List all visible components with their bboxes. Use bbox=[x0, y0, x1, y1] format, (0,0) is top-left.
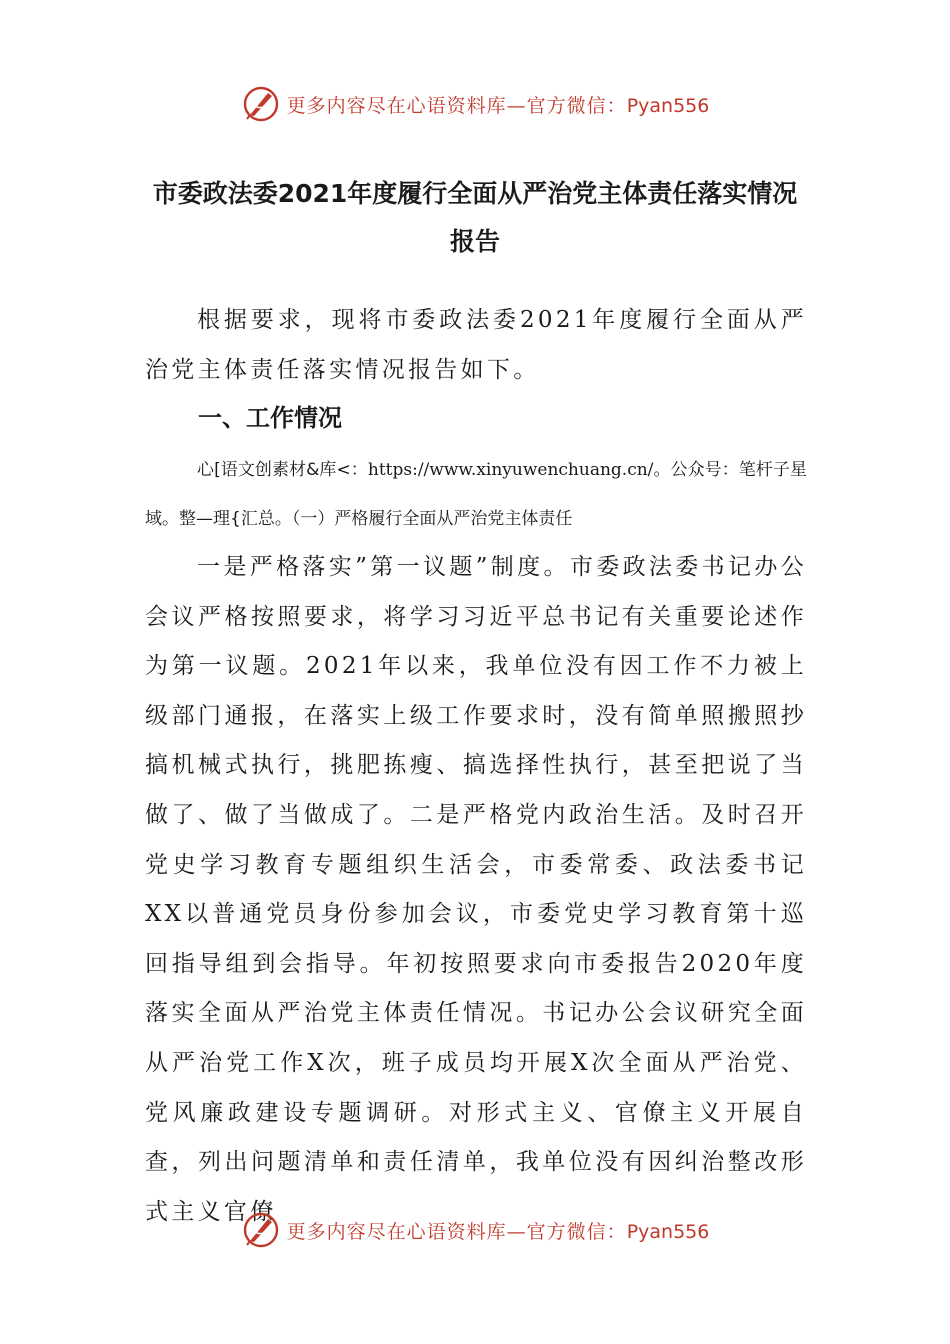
watermark-text: 更多内容尽在心语资料库—官方微信：Pyan556 bbox=[286, 1220, 710, 1243]
watermark-text: 更多内容尽在心语资料库—官方微信：Pyan556 bbox=[286, 94, 710, 117]
footer-watermark bbox=[0, 1208, 950, 1252]
source-note: 心[语文创素材&库<：https://www.xinyuwenchuang.cn/。公众号：笔杆子星域。整—理{汇总。（一）严格履行全面从严治党主体责任 bbox=[145, 460, 807, 529]
quill-pen-logo-icon bbox=[241, 84, 281, 124]
quill-pen-logo-icon bbox=[241, 1210, 281, 1250]
document-title: 市委政法委2021年度履行全面从严治党主体责任落实情况报告 bbox=[152, 179, 798, 256]
section-heading: 一、工作情况 bbox=[198, 404, 342, 432]
intro-paragraph: 根据要求，现将市委政法委2021年度履行全面从严治党主体责任落实情况报告如下。 bbox=[145, 307, 807, 383]
header-watermark bbox=[0, 82, 950, 126]
body-paragraph: 一是严格落实”第一议题”制度。市委政法委书记办公会议严格按照要求，将学习习近平总书记有关重要论述作为第一议题。2021年以来，我单位没有因工作不力被上级部门通报，在落实上级工作要求时，没有简单照搬照抄搞机械式执行，挑肥拣瘦、搞选择性执行，甚至把说了当做了、做了当做成了。二是严格党内政治生活。及时召开党史学习教育专题组织生活会，市委常委、政法委书记XX以普通党员身份参加会议，市委党史学习教育第十巡回指导组到会指导。年初按照要求向市委报告2020年度落实全面从严治党主体责任情况。书记办公会议研究全面从严治党工作X次，班子成员均开展X次全面从严治党、党风廉政建设专题调研。对形式主义、官僚主义开展自查，列出问题清单和责任清单，我单位没有因纠治整改形式主义官僚 bbox=[145, 554, 807, 1225]
